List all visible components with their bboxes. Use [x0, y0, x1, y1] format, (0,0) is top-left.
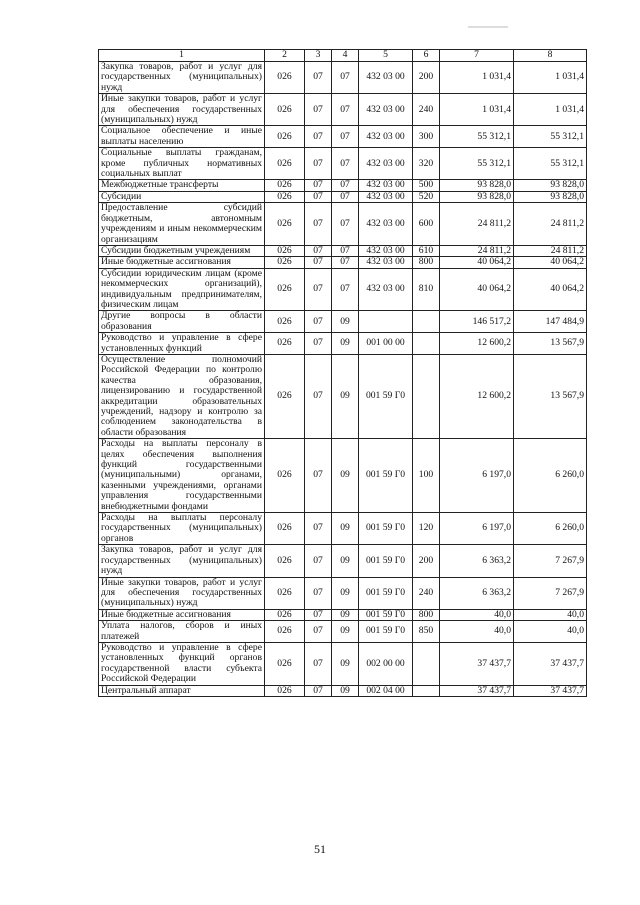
row-section: 07 — [305, 203, 332, 246]
row-amount-col7: 6 197,0 — [440, 439, 514, 513]
row-expense-type: 300 — [413, 126, 440, 148]
row-expense-type: 800 — [413, 257, 440, 268]
row-subsection: 07 — [332, 94, 359, 126]
row-expense-type: 200 — [413, 545, 440, 577]
table-row — [99, 439, 587, 513]
row-target-article: 002 04 00 — [359, 685, 413, 696]
header-cell-2: 2 — [265, 50, 305, 62]
row-amount-col7: 6 363,2 — [440, 577, 514, 609]
table-row — [99, 311, 587, 333]
table-row — [99, 642, 587, 685]
scan-artifact — [468, 15, 508, 17]
row-name: Субсидии бюджетным учреждениям — [99, 245, 265, 256]
row-name: Предоставление субсидий бюджетным, автономным учреждениям и иным некоммерческим организациям — [99, 203, 265, 246]
row-section: 07 — [305, 191, 332, 202]
row-amount-col7: 6 197,0 — [440, 513, 514, 545]
row-section: 07 — [305, 621, 332, 643]
header-cell-5: 5 — [359, 50, 413, 62]
row-amount-col7: 37 437,7 — [440, 685, 514, 696]
row-subsection: 07 — [332, 268, 359, 311]
row-expense-type: 320 — [413, 148, 440, 180]
row-subsection: 07 — [332, 257, 359, 268]
row-name: Иные бюджетные ассигнования — [99, 257, 265, 268]
row-ministry-code: 026 — [265, 126, 305, 148]
row-subsection: 09 — [332, 545, 359, 577]
row-section: 07 — [305, 94, 332, 126]
table-row — [99, 257, 587, 268]
row-name: Расходы на выплаты персоналу в целях обеспечения выполнения функций государственными (муниципальными) органами, казенными учреждениями, органами управления государственными внебюджетными фондами — [99, 439, 265, 513]
row-amount-col8: 40,0 — [514, 621, 587, 643]
table-row — [99, 245, 587, 256]
table-row — [99, 577, 587, 609]
row-target-article: 432 03 00 — [359, 257, 413, 268]
row-section: 07 — [305, 148, 332, 180]
row-amount-col8: 37 437,7 — [514, 642, 587, 685]
row-amount-col7: 40,0 — [440, 609, 514, 620]
row-subsection: 09 — [332, 577, 359, 609]
row-subsection: 09 — [332, 685, 359, 696]
page-number: 51 — [314, 842, 326, 856]
row-expense-type: 240 — [413, 94, 440, 126]
row-target-article: 001 59 Г0 — [359, 621, 413, 643]
row-ministry-code: 026 — [265, 268, 305, 311]
row-target-article: 432 03 00 — [359, 245, 413, 256]
row-target-article: 001 59 Г0 — [359, 513, 413, 545]
row-expense-type: 850 — [413, 621, 440, 643]
row-amount-col7: 37 437,7 — [440, 642, 514, 685]
row-amount-col8: 1 031,4 — [514, 94, 587, 126]
table-row — [99, 191, 587, 202]
table-row — [99, 203, 587, 246]
row-section: 07 — [305, 685, 332, 696]
table-row — [99, 94, 587, 126]
row-expense-type: 120 — [413, 513, 440, 545]
row-target-article: 432 03 00 — [359, 203, 413, 246]
row-target-article: 432 03 00 — [359, 268, 413, 311]
row-amount-col7: 1 031,4 — [440, 94, 514, 126]
row-amount-col7: 93 828,0 — [440, 191, 514, 202]
header-cell-1: 1 — [99, 50, 265, 62]
row-expense-type: 520 — [413, 191, 440, 202]
row-name: Субсидии — [99, 191, 265, 202]
row-name: Другие вопросы в области образования — [99, 311, 265, 333]
row-amount-col7: 55 312,1 — [440, 148, 514, 180]
row-target-article: 001 59 Г0 — [359, 545, 413, 577]
row-section: 07 — [305, 513, 332, 545]
row-amount-col8: 40,0 — [514, 609, 587, 620]
row-subsection: 09 — [332, 333, 359, 355]
row-name: Социальное обеспечение и иные выплаты населению — [99, 126, 265, 148]
row-amount-col7: 40 064,2 — [440, 268, 514, 311]
row-target-article: 432 03 00 — [359, 180, 413, 191]
row-ministry-code: 026 — [265, 94, 305, 126]
row-target-article: 001 59 Г0 — [359, 439, 413, 513]
row-name: Закупка товаров, работ и услуг для государственных (муниципальных) нужд — [99, 545, 265, 577]
table-header-row — [99, 50, 587, 62]
row-target-article: 432 03 00 — [359, 148, 413, 180]
row-expense-type: 200 — [413, 62, 440, 94]
row-ministry-code: 026 — [265, 245, 305, 256]
table-row — [99, 685, 587, 696]
row-amount-col8: 147 484,9 — [514, 311, 587, 333]
row-target-article: 432 03 00 — [359, 191, 413, 202]
row-amount-col7: 6 363,2 — [440, 545, 514, 577]
row-amount-col8: 7 267,9 — [514, 577, 587, 609]
row-amount-col7: 40,0 — [440, 621, 514, 643]
table-row — [99, 148, 587, 180]
row-name: Субсидии юридическим лицам (кроме некоммерческих организаций), индивидуальным предпринимателям, физическим лицам — [99, 268, 265, 311]
row-amount-col8: 1 031,4 — [514, 62, 587, 94]
row-amount-col8: 13 567,9 — [514, 333, 587, 355]
row-ministry-code: 026 — [265, 311, 305, 333]
row-expense-type: 600 — [413, 203, 440, 246]
budget-table — [98, 49, 587, 697]
row-amount-col7: 146 517,2 — [440, 311, 514, 333]
table-row — [99, 62, 587, 94]
row-subsection: 09 — [332, 354, 359, 438]
row-amount-col8: 13 567,9 — [514, 354, 587, 438]
row-ministry-code: 026 — [265, 439, 305, 513]
row-ministry-code: 026 — [265, 545, 305, 577]
row-target-article — [359, 311, 413, 333]
table-row — [99, 180, 587, 191]
row-amount-col7: 1 031,4 — [440, 62, 514, 94]
row-expense-type — [413, 354, 440, 438]
row-section: 07 — [305, 311, 332, 333]
row-expense-type: 500 — [413, 180, 440, 191]
row-amount-col8: 24 811,2 — [514, 203, 587, 246]
row-target-article: 432 03 00 — [359, 94, 413, 126]
row-section: 07 — [305, 333, 332, 355]
row-target-article: 001 00 00 — [359, 333, 413, 355]
row-ministry-code: 026 — [265, 609, 305, 620]
row-ministry-code: 026 — [265, 257, 305, 268]
table-row — [99, 126, 587, 148]
row-amount-col7: 40 064,2 — [440, 257, 514, 268]
row-section: 07 — [305, 439, 332, 513]
row-ministry-code: 026 — [265, 577, 305, 609]
row-name: Закупка товаров, работ и услуг для государственных (муниципальных) нужд — [99, 62, 265, 94]
row-name: Расходы на выплаты персоналу государственных (муниципальных) органов — [99, 513, 265, 545]
row-section: 07 — [305, 642, 332, 685]
row-expense-type: 100 — [413, 439, 440, 513]
row-section: 07 — [305, 545, 332, 577]
row-target-article: 001 59 Г0 — [359, 354, 413, 438]
row-expense-type — [413, 333, 440, 355]
row-amount-col8: 7 267,9 — [514, 545, 587, 577]
row-name: Руководство и управление в сфере установленных функций — [99, 333, 265, 355]
table-row — [99, 609, 587, 620]
row-expense-type — [413, 685, 440, 696]
row-subsection: 07 — [332, 203, 359, 246]
row-section: 07 — [305, 126, 332, 148]
row-subsection: 07 — [332, 180, 359, 191]
row-ministry-code: 026 — [265, 621, 305, 643]
row-amount-col7: 24 811,2 — [440, 203, 514, 246]
header-cell-8: 8 — [514, 50, 587, 62]
row-ministry-code: 026 — [265, 191, 305, 202]
row-target-article: 001 59 Г0 — [359, 609, 413, 620]
row-amount-col8: 6 260,0 — [514, 513, 587, 545]
row-name: Осуществление полномочий Российской Федерации по контролю качества образования, лицензированию и государственной аккредитации образовательных учреждений, надзору и контролю за соблюдением законодательства в области образования — [99, 354, 265, 438]
table-row — [99, 333, 587, 355]
row-amount-col8: 40 064,2 — [514, 268, 587, 311]
row-subsection: 07 — [332, 245, 359, 256]
row-ministry-code: 026 — [265, 180, 305, 191]
row-expense-type: 240 — [413, 577, 440, 609]
row-name: Иные закупки товаров, работ и услуг для обеспечения государственных (муниципальных) нужд — [99, 94, 265, 126]
row-ministry-code: 026 — [265, 203, 305, 246]
row-name: Уплата налогов, сборов и иных платежей — [99, 621, 265, 643]
row-amount-col8: 55 312,1 — [514, 148, 587, 180]
row-ministry-code: 026 — [265, 642, 305, 685]
row-amount-col8: 40 064,2 — [514, 257, 587, 268]
row-name: Иные закупки товаров, работ и услуг для обеспечения государственных (муниципальных) нужд — [99, 577, 265, 609]
row-amount-col7: 24 811,2 — [440, 245, 514, 256]
row-name: Социальные выплаты гражданам, кроме публичных нормативных социальных выплат — [99, 148, 265, 180]
header-cell-7: 7 — [440, 50, 514, 62]
row-target-article: 001 59 Г0 — [359, 577, 413, 609]
row-name: Руководство и управление в сфере установленных функций органов государственной власти субъекта Российской Федерации — [99, 642, 265, 685]
row-amount-col8: 55 312,1 — [514, 126, 587, 148]
header-cell-6: 6 — [413, 50, 440, 62]
row-ministry-code: 026 — [265, 148, 305, 180]
row-ministry-code: 026 — [265, 62, 305, 94]
row-name: Центральный аппарат — [99, 685, 265, 696]
row-ministry-code: 026 — [265, 333, 305, 355]
row-expense-type: 800 — [413, 609, 440, 620]
row-subsection: 09 — [332, 642, 359, 685]
row-amount-col8: 37 437,7 — [514, 685, 587, 696]
row-target-article: 002 00 00 — [359, 642, 413, 685]
row-section: 07 — [305, 577, 332, 609]
row-section: 07 — [305, 268, 332, 311]
row-subsection: 07 — [332, 126, 359, 148]
row-ministry-code: 026 — [265, 354, 305, 438]
row-subsection: 09 — [332, 311, 359, 333]
row-subsection: 07 — [332, 62, 359, 94]
row-ministry-code: 026 — [265, 685, 305, 696]
row-section: 07 — [305, 609, 332, 620]
row-target-article: 432 03 00 — [359, 126, 413, 148]
row-section: 07 — [305, 354, 332, 438]
row-expense-type — [413, 311, 440, 333]
header-cell-3: 3 — [305, 50, 332, 62]
row-amount-col8: 93 828,0 — [514, 191, 587, 202]
row-expense-type: 610 — [413, 245, 440, 256]
table-row — [99, 513, 587, 545]
row-section: 07 — [305, 245, 332, 256]
row-amount-col7: 55 312,1 — [440, 126, 514, 148]
row-subsection: 09 — [332, 439, 359, 513]
row-amount-col7: 12 600,2 — [440, 354, 514, 438]
table-row — [99, 354, 587, 438]
row-name: Иные бюджетные ассигнования — [99, 609, 265, 620]
row-subsection: 09 — [332, 609, 359, 620]
row-ministry-code: 026 — [265, 513, 305, 545]
row-subsection: 09 — [332, 513, 359, 545]
row-amount-col8: 24 811,2 — [514, 245, 587, 256]
row-section: 07 — [305, 257, 332, 268]
table-row — [99, 621, 587, 643]
row-target-article: 432 03 00 — [359, 62, 413, 94]
row-section: 07 — [305, 180, 332, 191]
row-section: 07 — [305, 62, 332, 94]
table-row — [99, 268, 587, 311]
table-row — [99, 545, 587, 577]
row-expense-type — [413, 642, 440, 685]
row-amount-col7: 93 828,0 — [440, 180, 514, 191]
row-subsection: 07 — [332, 191, 359, 202]
row-subsection: 07 — [332, 148, 359, 180]
row-amount-col8: 6 260,0 — [514, 439, 587, 513]
row-amount-col8: 93 828,0 — [514, 180, 587, 191]
row-amount-col7: 12 600,2 — [440, 333, 514, 355]
row-expense-type: 810 — [413, 268, 440, 311]
header-cell-4: 4 — [332, 50, 359, 62]
table-body — [99, 62, 587, 697]
row-name: Межбюджетные трансферты — [99, 180, 265, 191]
row-subsection: 09 — [332, 621, 359, 643]
